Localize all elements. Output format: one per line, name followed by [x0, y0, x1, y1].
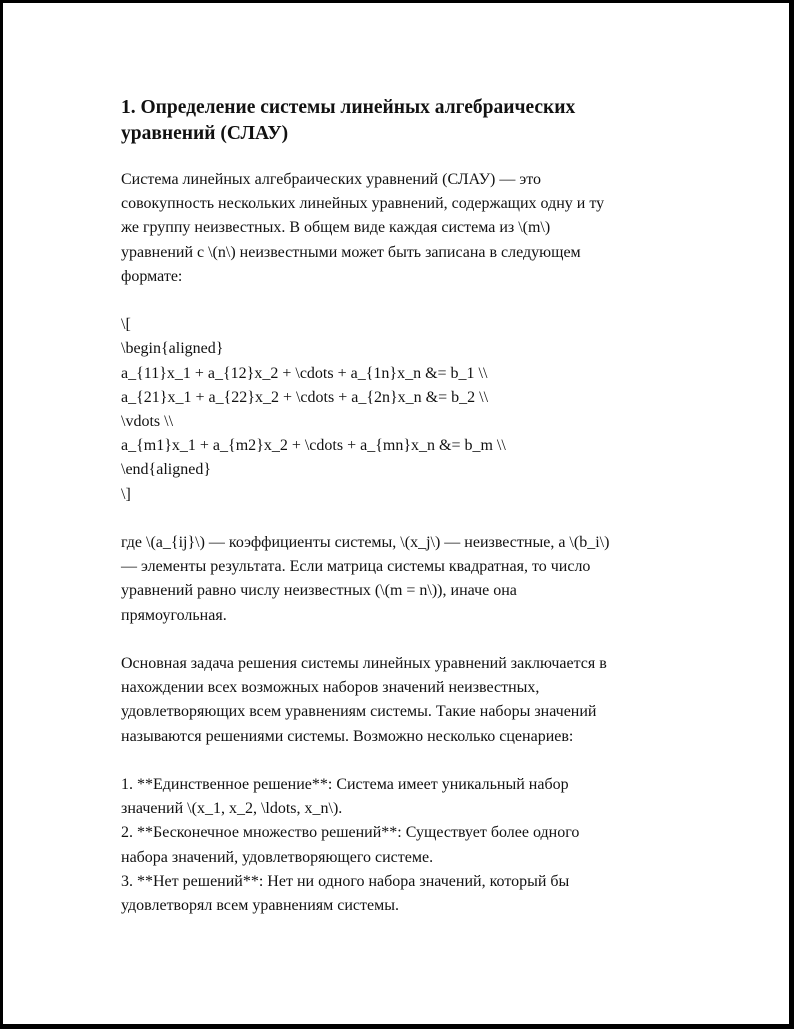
- list-item-line: 1. **Единственное решение**: Система имеет уникальный набор: [121, 776, 569, 794]
- task-paragraph: [121, 652, 701, 749]
- text-line: совокупность нескольких линейных уравнений, содержащих одну и ту: [121, 195, 605, 213]
- list-item-line: удовлетворял всем уравнениям системы.: [121, 897, 399, 915]
- text-line: — элементы результата. Если матрица системы квадратная, то число: [121, 558, 591, 576]
- text-line: где \(a_{ij}\) — коэффициенты системы, \(x_j\) — неизвестные, а \(b_i\): [121, 534, 610, 552]
- list-item-line: 3. **Нет решений**: Нет ни одного набора значений, который бы: [121, 872, 570, 890]
- heading-line: 1. Определение системы линейных алгебраических: [121, 97, 576, 118]
- text-line: уравнений равно числу неизвестных (\(m = n\)), иначе она: [121, 582, 517, 600]
- text-line: удовлетворяющих всем уравнениям системы. Такие наборы значений: [121, 703, 597, 721]
- text-line: формате:: [121, 267, 183, 285]
- list-item-line: значений \(x_1, x_2, \ldots, x_n\).: [121, 800, 343, 818]
- formula-line: \end{aligned}: [121, 461, 211, 479]
- text-line: Основная задача решения системы линейных уравнений заключается в: [121, 655, 607, 673]
- document-content: [121, 95, 701, 918]
- formula-line: \]: [121, 485, 131, 503]
- section-heading: [121, 95, 701, 147]
- text-line: же группу неизвестных. В общем виде каждая система из \(m\): [121, 219, 551, 237]
- formula-line: \[: [121, 316, 131, 334]
- intro-paragraph: [121, 168, 701, 289]
- text-line: Система линейных алгебраических уравнений (СЛАУ) — это: [121, 171, 542, 188]
- formula-line: a_{21}x_1 + a_{22}x_2 + \cdots + a_{2n}x_n &= b_2 \\: [121, 388, 489, 406]
- formula-line: \vdots \\: [121, 413, 174, 431]
- formula-block: [121, 313, 701, 507]
- formula-line: a_{11}x_1 + a_{12}x_2 + \cdots + a_{1n}x_n &= b_1 \\: [121, 364, 488, 382]
- formula-line: \begin{aligned}: [121, 340, 224, 358]
- list-item-line: набора значений, удовлетворяющего системе.: [121, 848, 434, 866]
- text-line: нахождении всех возможных наборов значений неизвестных,: [121, 679, 540, 697]
- list-item-line: 2. **Бесконечное множество решений**: Существует более одного: [121, 824, 580, 842]
- text-line: называются решениями системы. Возможно несколько сценариев:: [121, 727, 574, 745]
- explanation-paragraph: [121, 531, 701, 628]
- formula-line: a_{m1}x_1 + a_{m2}x_2 + \cdots + a_{mn}x_n &= b_m \\: [121, 437, 506, 455]
- heading-line: уравнений (СЛАУ): [121, 123, 289, 144]
- scenario-list: [121, 773, 701, 918]
- text-line: уравнений с \(n\) неизвестными может быть записана в следующем: [121, 243, 581, 261]
- text-line: прямоугольная.: [121, 606, 227, 624]
